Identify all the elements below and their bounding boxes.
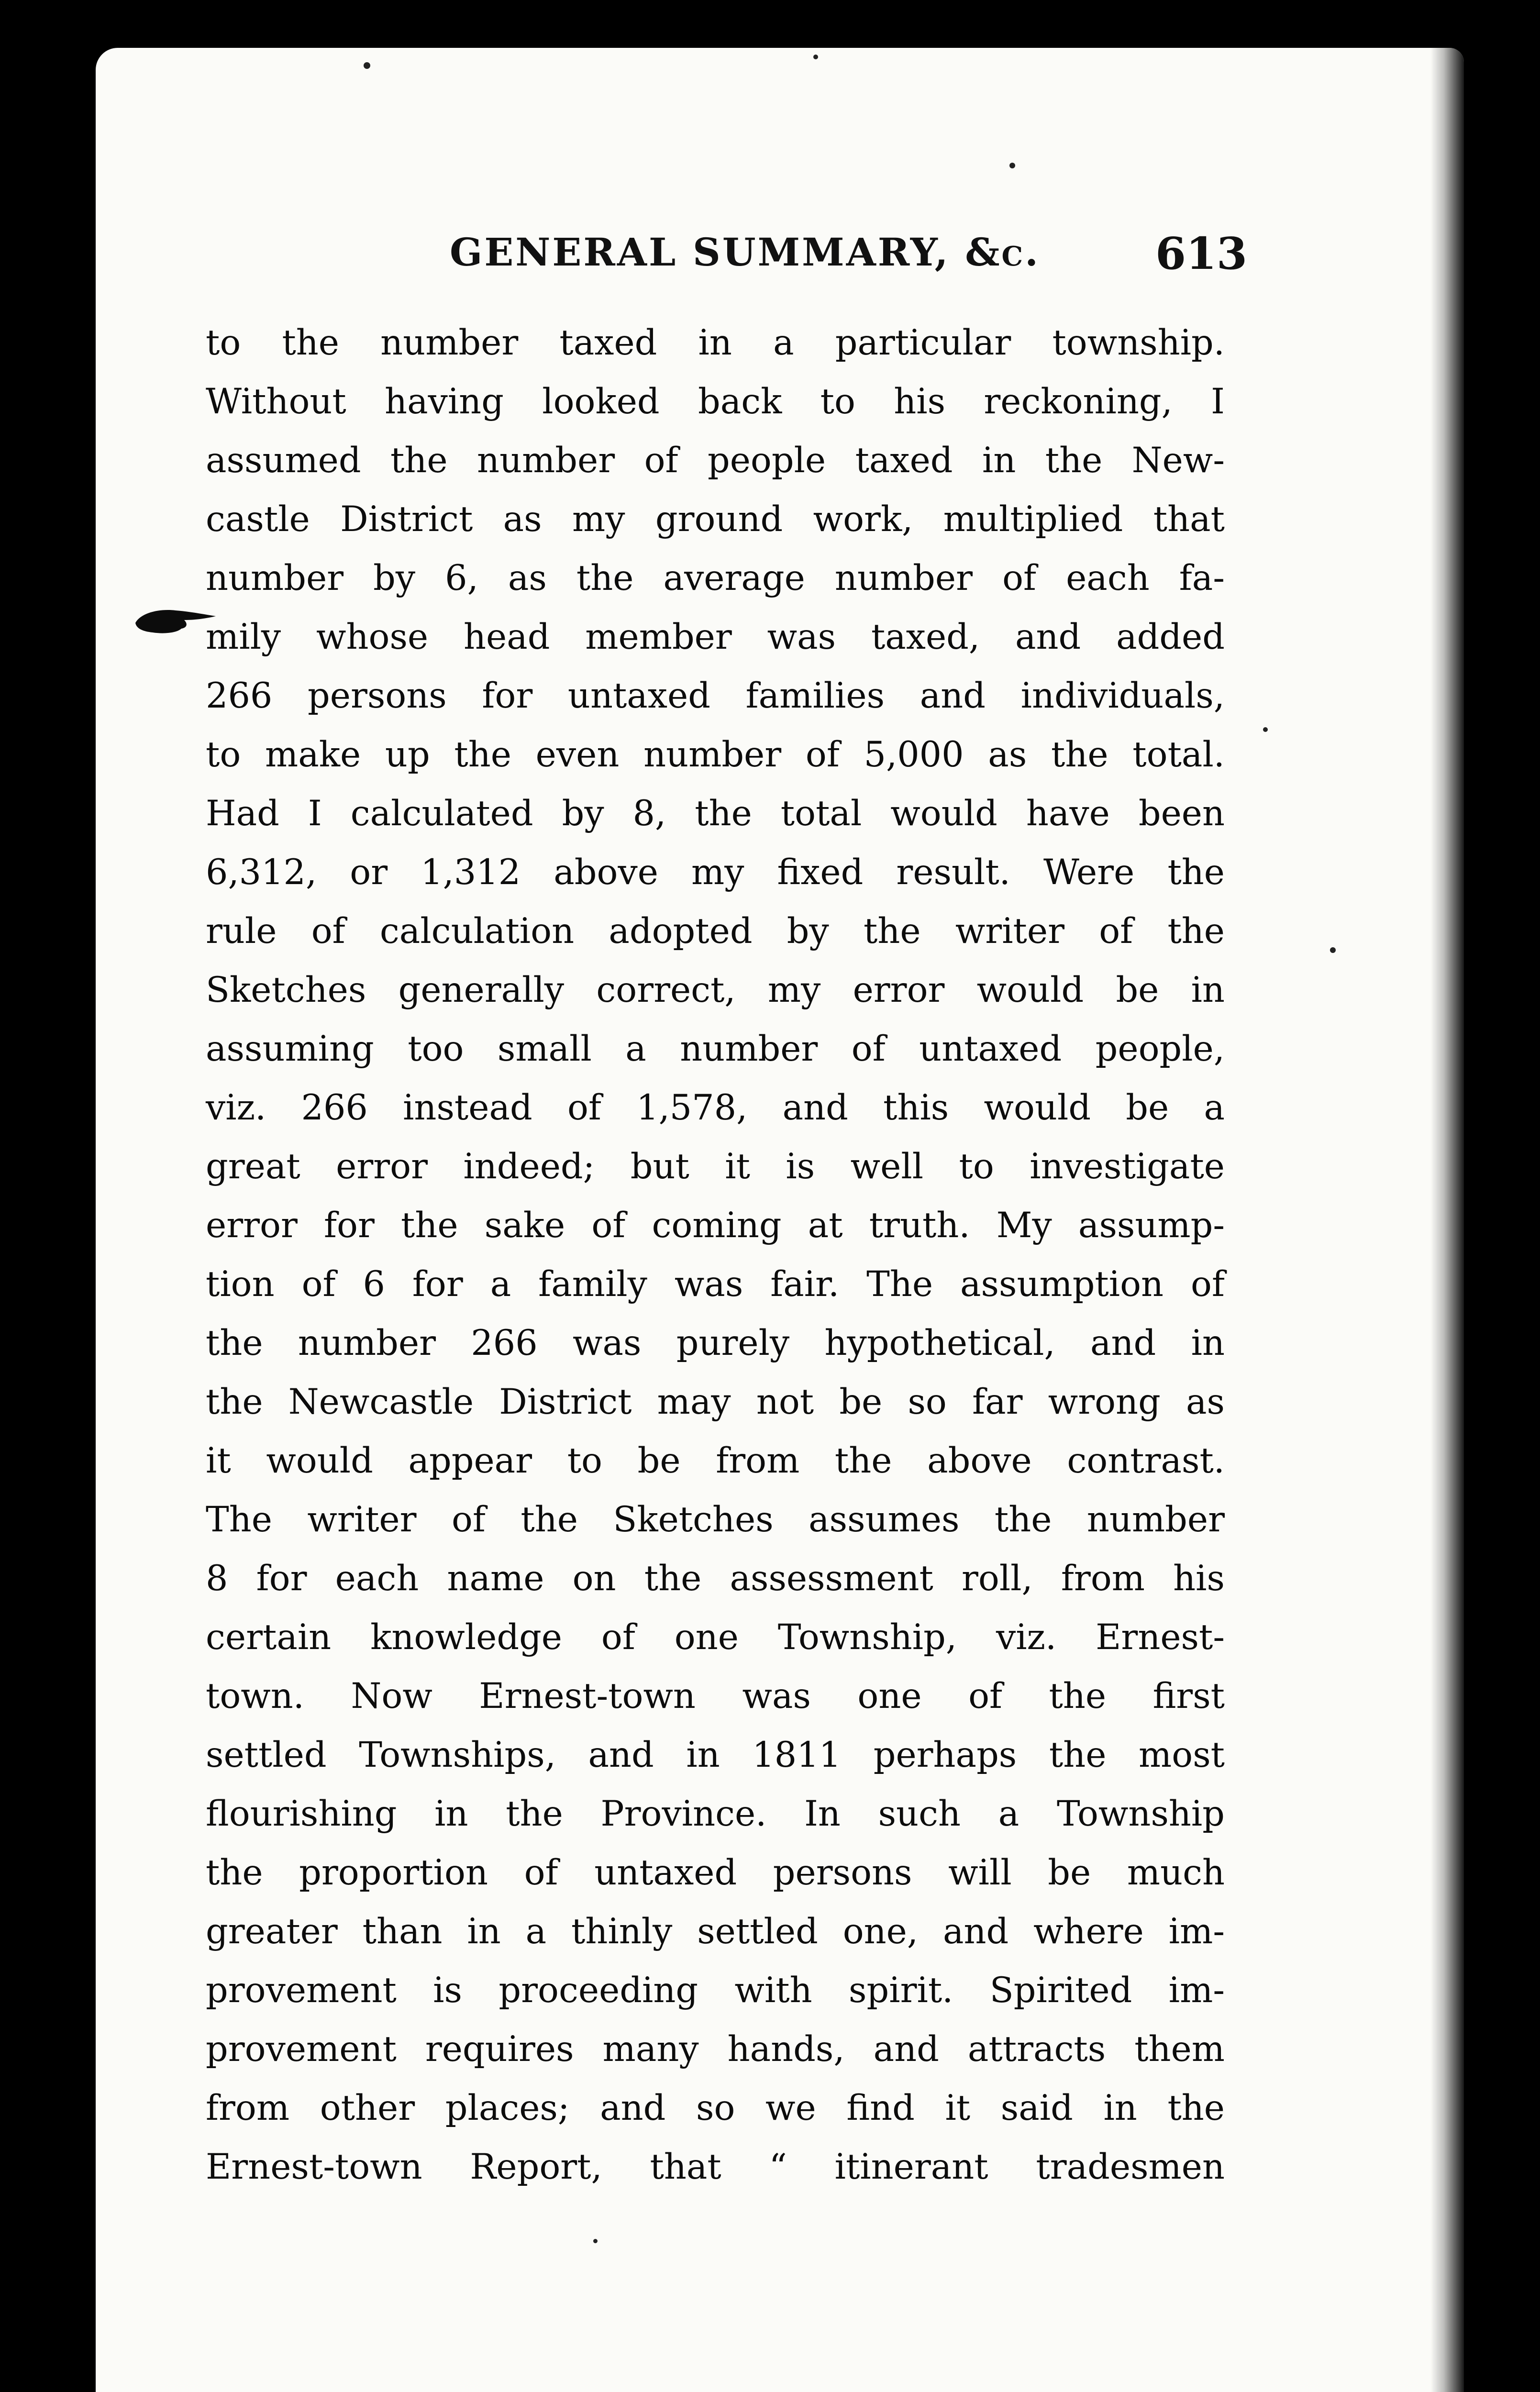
- text-line: from other places; and so we find it said in the: [206, 2088, 1225, 2128]
- text-line: the number 266 was purely hypothetical, and in: [206, 1323, 1225, 1363]
- body-text: [206, 313, 1225, 2196]
- text-line: the proportion of untaxed persons will be much: [206, 1852, 1225, 1893]
- text-line: provement requires many hands, and attracts them: [206, 2029, 1225, 2070]
- text-line: 8 for each name on the assessment roll, from his: [206, 1558, 1225, 1599]
- ink-speck: [364, 62, 370, 69]
- text-line: error for the sake of coming at truth. My assump-: [206, 1205, 1225, 1246]
- text-line: Without having looked back to his reckoning, I: [206, 381, 1225, 422]
- page-binding-shadow: [1430, 48, 1464, 2392]
- text-line: to make up the even number of 5,000 as the total.: [206, 734, 1225, 775]
- pointing-hand-icon: [132, 598, 218, 641]
- text-line: castle District as my ground work, multiplied that: [206, 499, 1225, 540]
- ink-speck: [1263, 727, 1268, 732]
- text-line: assuming too small a number of untaxed people,: [206, 1029, 1225, 1069]
- text-line: great error indeed; but it is well to investigate: [206, 1146, 1225, 1187]
- running-title: GENERAL SUMMARY, &c.: [450, 230, 1040, 275]
- text-line: Ernest-town Report, that “ itinerant tradesmen: [206, 2147, 1225, 2187]
- text-line: tion of 6 for a family was fair. The assumption of: [206, 1264, 1225, 1305]
- text-line: assumed the number of people taxed in the New-: [206, 440, 1225, 481]
- text-line: it would appear to be from the above contrast.: [206, 1440, 1225, 1481]
- ink-speck: [593, 2239, 598, 2243]
- text-line: rule of calculation adopted by the writer of the: [206, 911, 1225, 952]
- ink-speck: [813, 55, 818, 59]
- page-number: 613: [1155, 228, 1248, 279]
- text-line: The writer of the Sketches assumes the number: [206, 1499, 1225, 1540]
- text-line: mily whose head member was taxed, and added: [206, 617, 1225, 657]
- ink-speck: [1009, 163, 1015, 168]
- book-page: [96, 48, 1464, 2392]
- ink-speck: [1330, 947, 1336, 953]
- text-line: 6,312, or 1,312 above my fixed result. Were the: [206, 852, 1225, 893]
- running-head: [96, 230, 1464, 287]
- text-line: to the number taxed in a particular township.: [206, 322, 1225, 363]
- text-line: Sketches generally correct, my error would be in: [206, 970, 1225, 1010]
- text-line: 266 persons for untaxed families and individuals,: [206, 676, 1225, 716]
- text-line: viz. 266 instead of 1,578, and this would be a: [206, 1087, 1225, 1128]
- text-line: flourishing in the Province. In such a Township: [206, 1794, 1225, 1834]
- text-line: provement is proceeding with spirit. Spirited im-: [206, 1970, 1225, 2011]
- text-line: number by 6, as the average number of each fa-: [206, 558, 1225, 598]
- text-line: Had I calculated by 8, the total would have been: [206, 793, 1225, 834]
- text-line: the Newcastle District may not be so far wrong as: [206, 1382, 1225, 1422]
- text-line: certain knowledge of one Township, viz. Ernest-: [206, 1617, 1225, 1658]
- text-line: settled Townships, and in 1811 perhaps the most: [206, 1735, 1225, 1775]
- text-line: greater than in a thinly settled one, and where im-: [206, 1911, 1225, 1952]
- text-line: town. Now Ernest-town was one of the first: [206, 1676, 1225, 1716]
